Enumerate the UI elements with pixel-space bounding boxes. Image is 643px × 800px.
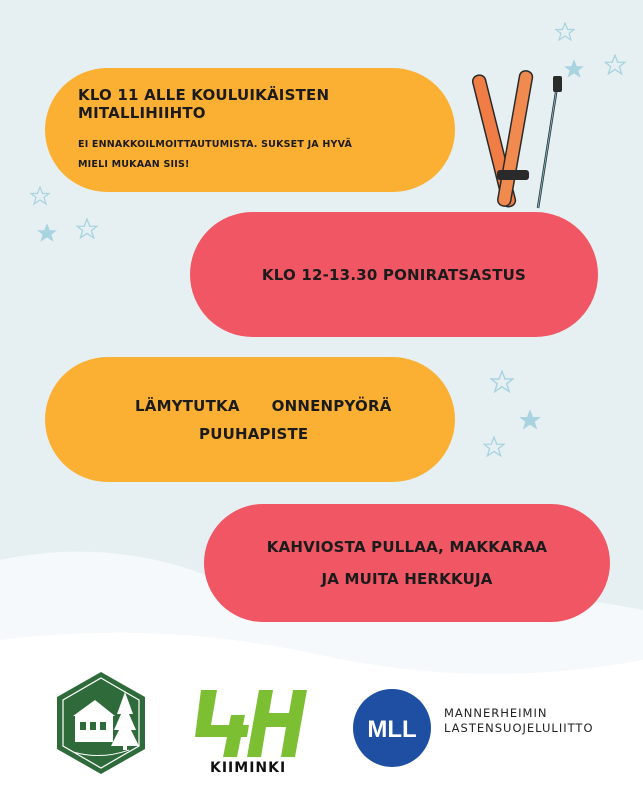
event-card-kahvio bbox=[204, 504, 610, 622]
activity-item: LÄMYTUTKA bbox=[135, 396, 240, 415]
star-icon bbox=[36, 222, 58, 244]
star-icon bbox=[604, 54, 626, 76]
star-icon bbox=[30, 186, 50, 206]
event-subtext bbox=[78, 135, 388, 175]
mll-abbr: MLL bbox=[367, 716, 417, 743]
star-icon bbox=[518, 408, 542, 432]
nuorisoseura-logo bbox=[55, 670, 147, 776]
mll-logo bbox=[352, 688, 432, 768]
mll-name bbox=[444, 706, 594, 736]
event-card-activities bbox=[45, 357, 455, 482]
event-subtext-line: MIELI MUKAAN SIIS! bbox=[78, 158, 190, 170]
skis-icon bbox=[470, 62, 580, 212]
event-heading: KLO 11 ALLE KOULUIKÄISTEN MITALLIHIIHTO bbox=[78, 85, 330, 122]
star-icon bbox=[76, 218, 98, 240]
star-icon bbox=[490, 370, 514, 394]
event-card-poniratsastus bbox=[190, 212, 598, 337]
mll-name-line: MANNERHEIMIN bbox=[444, 706, 548, 720]
4h-logo bbox=[193, 685, 309, 780]
event-card-mitallihiihto bbox=[45, 68, 455, 192]
event-line: KAHVIOSTA PULLAA, MAKKARAA bbox=[266, 538, 548, 556]
activity-item: PUUHAPISTE bbox=[199, 424, 309, 443]
event-line: JA MUITA HERKKUJA bbox=[321, 570, 493, 588]
4h-mark-icon bbox=[193, 685, 309, 760]
4h-org-name: KIIMINKI bbox=[210, 760, 287, 776]
star-icon bbox=[555, 22, 575, 42]
activity-item: ONNENPYÖRÄ bbox=[271, 396, 392, 415]
star-icon bbox=[483, 436, 505, 458]
event-heading: KLO 12-13.30 PONIRATSASTUS bbox=[261, 265, 527, 284]
event-subtext-line: EI ENNAKKOILMOITTAUTUMISTA. SUKSET JA HYVÄ bbox=[78, 138, 353, 150]
mll-name-line: LASTENSUOJELULIITTO bbox=[444, 721, 594, 735]
